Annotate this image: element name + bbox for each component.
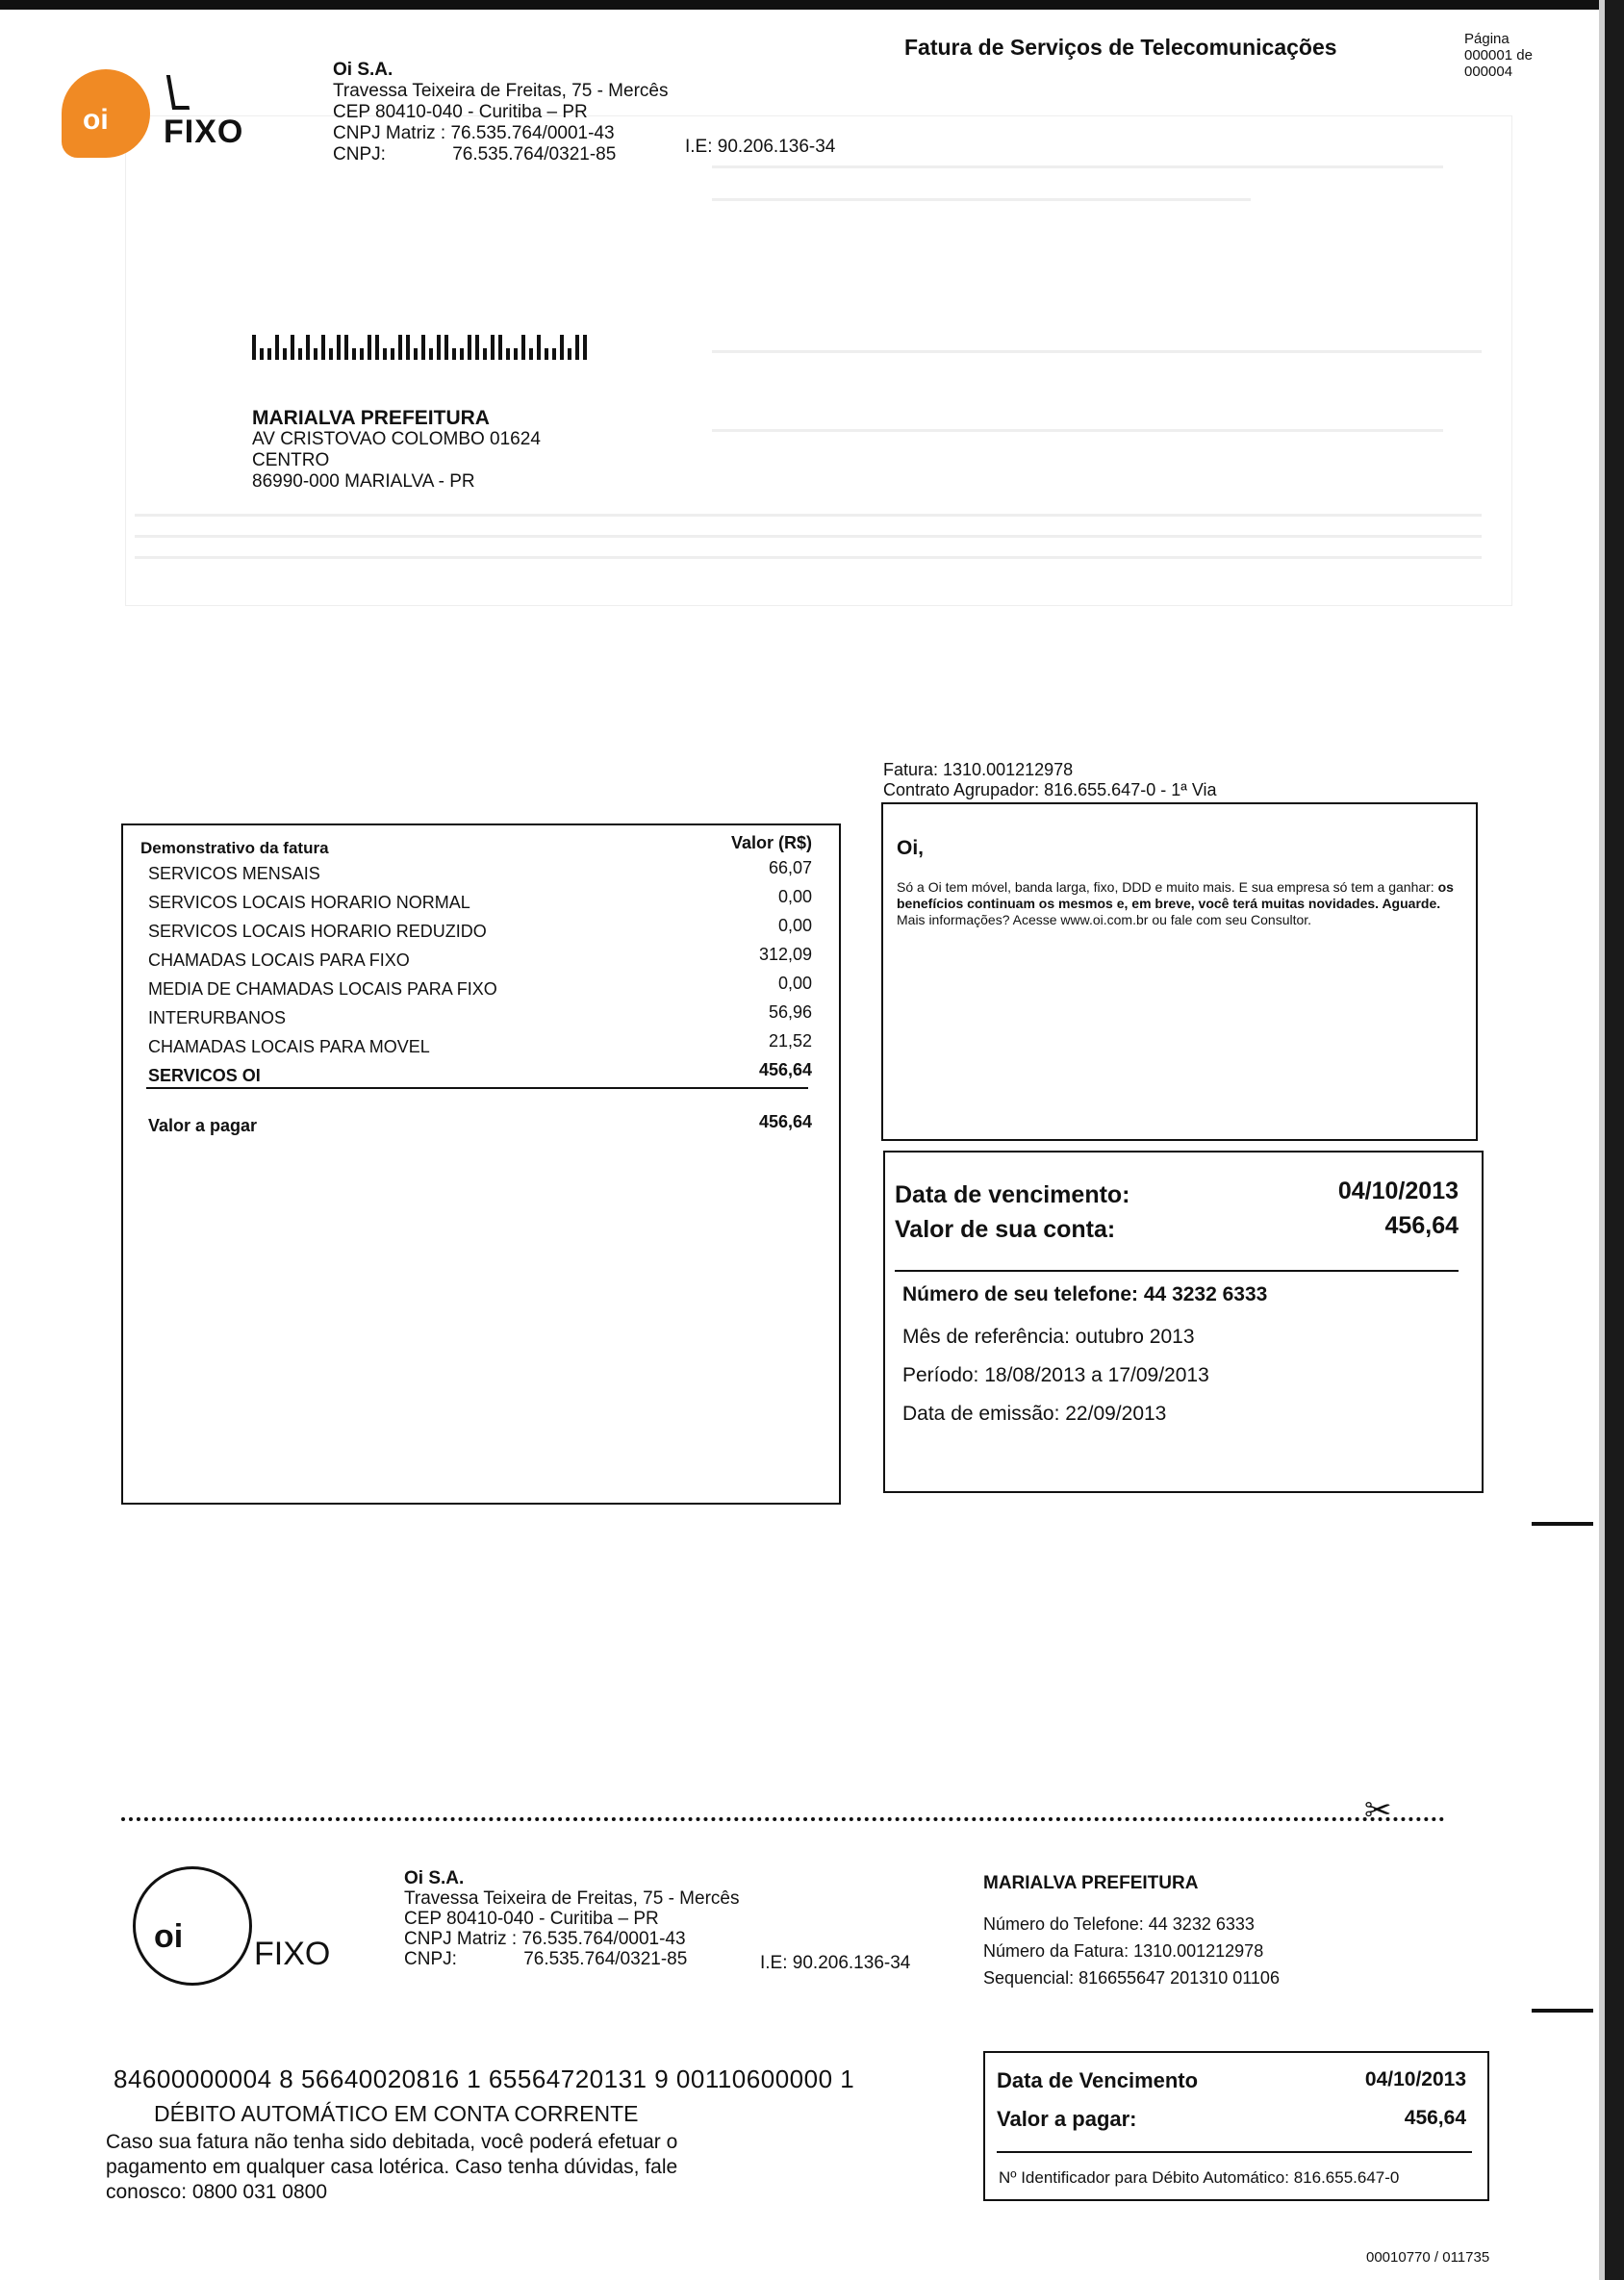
breakdown-item-label: SERVICOS OI [148, 1066, 261, 1085]
scissors-icon: ✂ [1364, 1792, 1392, 1829]
print-through-line [135, 514, 1482, 517]
stub-company-ie: I.E: 90.206.136-34 [760, 1953, 911, 1973]
breakdown-item-label: CHAMADAS LOCAIS PARA MOVEL [148, 1037, 430, 1056]
breakdown-item-value: 0,00 [777, 887, 812, 906]
company-cnpj [333, 144, 668, 165]
breakdown-item-label: MEDIA DE CHAMADAS LOCAIS PARA FIXO [148, 979, 497, 999]
breakdown-item-label: SERVICOS MENSAIS [148, 864, 320, 883]
stub-oi-logo-icon [133, 1866, 252, 1986]
message-text [897, 879, 1464, 928]
company-ie: I.E: 90.206.136-34 [685, 137, 836, 157]
page-indicator [1464, 31, 1533, 80]
logo-mark-icon [166, 75, 190, 110]
due-date-value: 04/10/2013 [1337, 1178, 1459, 1204]
breakdown-item-label: INTERURBANOS [148, 1008, 287, 1027]
breakdown-item-value: 56,96 [768, 1002, 812, 1022]
stub-company-cnpj [404, 1949, 739, 1969]
stub-due-box [983, 2051, 1489, 2201]
logo-oi-text: oi [83, 104, 109, 136]
breakdown-divider [146, 1087, 808, 1089]
debit-text: Caso sua fatura não tenha sido debitada, você poderá efetuar o pagamento em qualquer casa lotérica. Caso tenha dúvidas, fale conosco: 0800 031 0800 [106, 2131, 678, 2203]
stub-customer-name: MARIALVA PREFEITURA [983, 1873, 1199, 1893]
print-through-line [135, 535, 1482, 538]
company-address: Travessa Teixeira de Freitas, 75 - Mercês [333, 81, 669, 101]
page-label: Página [1464, 31, 1510, 47]
company-cnpj-matriz: CNPJ Matriz : 76.535.764/0001-43 [333, 123, 615, 143]
invoice-info [883, 760, 1217, 800]
due-date-label: Data de vencimento: [895, 1181, 1130, 1208]
company-block [333, 60, 668, 165]
stub-company-name: Oi S.A. [404, 1868, 465, 1888]
print-through-panel [125, 115, 1512, 606]
issue-date: Data de emissão: 22/09/2013 [902, 1403, 1167, 1425]
debit-title: DÉBITO AUTOMÁTICO EM CONTA CORRENTE [154, 2101, 639, 2126]
addressee-district: CENTRO [252, 450, 330, 470]
stub-logo-oi-text: oi [154, 1918, 184, 1955]
fold-mark [1532, 1522, 1593, 1526]
addressee-city: 86990-000 MARIALVA - PR [252, 471, 475, 492]
message-greeting: Oi, [897, 837, 925, 859]
page-number: 000001 de [1464, 47, 1533, 63]
scan-border-top [0, 0, 1624, 10]
message-box [881, 802, 1478, 1141]
stub-cnpj-value: 76.535.764/0321-85 [523, 1949, 688, 1969]
breakdown-item-value: 21,52 [768, 1031, 812, 1051]
stub-divider [997, 2151, 1472, 2153]
stub-cnpj-label: CNPJ: [404, 1949, 457, 1969]
stub-amount: 456,64 [1404, 2107, 1466, 2129]
stub-company-address: Travessa Teixeira de Freitas, 75 - Mercês [404, 1888, 740, 1909]
footer-sequence: 00010770 / 011735 [1366, 2249, 1490, 2266]
stub-invoice: Número da Fatura: 1310.001212978 [983, 1941, 1264, 1961]
stub-due-label: Data de Vencimento [997, 2068, 1199, 2092]
breakdown-title: Demonstrativo da fatura [140, 839, 329, 857]
amount-value: 456,64 [1384, 1212, 1459, 1239]
document-title: Fatura de Serviços de Telecomunicações [904, 35, 1337, 60]
total-label: Valor a pagar [148, 1116, 258, 1135]
stub-company-cep: CEP 80410-040 - Curitiba – PR [404, 1909, 659, 1929]
breakdown-item-value: 456,64 [758, 1060, 812, 1079]
print-through-line [135, 556, 1482, 559]
scan-border-right [1605, 0, 1624, 2280]
invoice-breakdown-box [121, 823, 841, 1505]
due-box [883, 1151, 1484, 1493]
cnpj-label: CNPJ: [333, 144, 386, 165]
total-value: 456,64 [758, 1112, 812, 1131]
amount-label: Valor de sua conta: [895, 1216, 1116, 1243]
breakdown-value-header: Valor (R$) [730, 833, 812, 852]
stub-debit-id: Nº Identificador para Débito Automático: 816.655.647-0 [999, 2168, 1400, 2187]
message-line1-bold: os benefícios continuam os mesmos e, em breve, você terá muitas novidades. Aguarde. [897, 879, 1454, 911]
fold-mark [1532, 2009, 1593, 2013]
print-through-line [712, 350, 1482, 353]
logo-product: FIXO [164, 114, 244, 150]
billing-period: Período: 18/08/2013 a 17/09/2013 [902, 1364, 1209, 1386]
page-total: 000004 [1464, 63, 1513, 80]
stub-phone: Número do Telefone: 44 3232 6333 [983, 1914, 1255, 1934]
addressee-name: MARIALVA PREFEITURA [252, 407, 490, 429]
breakdown-item-value: 312,09 [758, 945, 812, 964]
message-line2: Mais informações? Acesse www.oi.com.br ou fale com seu Consultor. [897, 912, 1312, 927]
company-name: Oi S.A. [333, 60, 393, 80]
breakdown-item-label: SERVICOS LOCAIS HORARIO NORMAL [148, 893, 470, 912]
breakdown-item-value: 66,07 [768, 858, 812, 877]
breakdown-item-value: 0,00 [777, 916, 812, 935]
message-line1: Só a Oi tem móvel, banda larga, fixo, DDD e muito mais. E sua empresa só tem a ganhar: [897, 879, 1434, 895]
phone-number: Número de seu telefone: 44 3232 6333 [902, 1283, 1268, 1305]
breakdown-item-label: SERVICOS LOCAIS HORARIO REDUZIDO [148, 922, 487, 941]
breakdown-item-label: CHAMADAS LOCAIS PARA FIXO [148, 950, 410, 970]
due-divider [895, 1270, 1459, 1272]
stub-company-block [404, 1868, 739, 1969]
cut-line [121, 1817, 1445, 1821]
breakdown-item-value: 0,00 [777, 974, 812, 993]
print-through-line [712, 165, 1443, 168]
stub-amount-label: Valor a pagar: [997, 2107, 1137, 2131]
print-through-line [712, 429, 1443, 432]
stub-sequence: Sequencial: 816655647 201310 01106 [983, 1968, 1280, 1988]
invoice-number: Fatura: 1310.001212978 [883, 760, 1074, 779]
print-through-line [712, 198, 1251, 201]
contract-number: Contrato Agrupador: 816.655.647-0 - 1ª Via [883, 780, 1217, 799]
company-cep: CEP 80410-040 - Curitiba – PR [333, 102, 588, 122]
postal-barcode [252, 333, 672, 360]
addressee-block [252, 408, 541, 493]
stub-logo-product: FIXO [254, 1936, 331, 1972]
stub-company-cnpj-matriz: CNPJ Matriz : 76.535.764/0001-43 [404, 1929, 686, 1949]
reference-month: Mês de referência: outubro 2013 [902, 1326, 1195, 1348]
stub-customer-block [983, 1870, 1280, 1991]
stub-due-date: 04/10/2013 [1364, 2068, 1466, 2090]
payment-line-code: 84600000004 8 56640020816 1 65564720131 9 00110600000 1 [114, 2065, 855, 2093]
cnpj-value: 76.535.764/0321-85 [452, 144, 617, 165]
addressee-street: AV CRISTOVAO COLOMBO 01624 [252, 429, 541, 449]
